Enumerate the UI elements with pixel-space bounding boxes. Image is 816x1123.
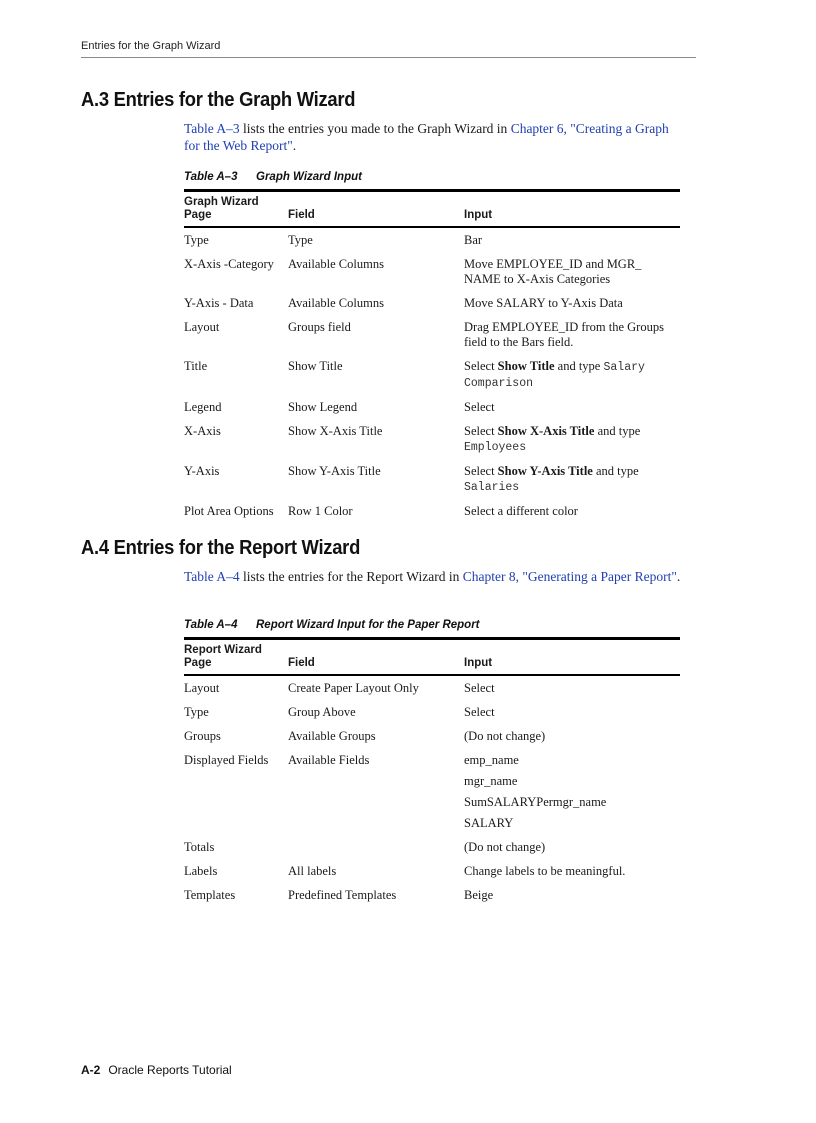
caption-title: Report Wizard Input for the Paper Report (256, 619, 480, 631)
table-caption-a3 (184, 171, 362, 183)
intro-paragraph-a4 (184, 568, 684, 585)
table-row (184, 356, 680, 397)
cell-input (464, 356, 680, 397)
table-row (184, 421, 680, 461)
table-row (184, 702, 680, 726)
input-text: Select (464, 464, 498, 478)
running-header: Entries for the Graph Wizard (81, 40, 696, 58)
input-text: Select (464, 359, 498, 373)
cell-page: Y-Axis (184, 464, 220, 478)
intro-text-a4-2: . (676, 569, 681, 584)
table-a3-link[interactable]: Table A–3 (184, 121, 240, 136)
cell-page: Type (184, 233, 209, 247)
chapter-8-link[interactable]: Chapter 8, "Generating a Paper Report" (462, 569, 677, 584)
intro-text-a4-1: lists the entries for the Report Wizard in (239, 569, 463, 584)
column-header-input: Input (464, 657, 493, 669)
intro-text-a3-1: lists the entries you made to the Graph Wizard in (239, 121, 511, 136)
cell-page: X-Axis (184, 424, 221, 438)
table-header-row (184, 191, 680, 228)
displayed-field-item: SALARY (464, 816, 514, 830)
displayed-field-item: emp_name (464, 753, 519, 767)
cell-input: (Do not change) (464, 840, 546, 854)
cell-input (464, 461, 680, 501)
cell-input: Beige (464, 888, 494, 902)
cell-input: Drag EMPLOYEE_ID from the Groups field to the Bars field. (464, 320, 664, 349)
input-code-value: Salary Comparison (464, 361, 645, 390)
cell-field (288, 837, 464, 861)
intro-text-a3-2: . (292, 138, 297, 153)
input-text: and type (554, 359, 604, 373)
table-row (184, 397, 680, 421)
cell-field: Group Above (288, 705, 356, 719)
cell-input: (Do not change) (464, 729, 546, 743)
cell-field: Groups field (288, 320, 351, 334)
cell-input: Select (464, 400, 495, 414)
cell-field: Create Paper Layout Only (288, 681, 419, 695)
cell-page: Title (184, 359, 208, 373)
cell-page: Type (184, 705, 209, 719)
input-code-value: Salaries (464, 481, 520, 494)
cell-input: Bar (464, 233, 483, 247)
section-heading-a4: A.4 Entries for the Report Wizard (81, 537, 361, 559)
input-bold-option: Show Y-Axis Title (497, 464, 593, 478)
cell-field: Show Y-Axis Title (288, 464, 381, 478)
column-header-input: Input (464, 209, 493, 221)
book-title: Oracle Reports Tutorial (108, 1063, 232, 1077)
cell-field: Show Title (288, 359, 343, 373)
input-code-value: Employees (464, 441, 527, 454)
cell-input (464, 750, 680, 837)
table-row (184, 726, 680, 750)
table-row (184, 293, 680, 317)
cell-page: X-Axis -Category (184, 257, 274, 271)
cell-page: Groups (184, 729, 221, 743)
cell-page: Displayed Fields (184, 753, 269, 767)
cell-page: Plot Area Options (184, 504, 274, 518)
cell-field: Available Columns (288, 257, 384, 271)
column-header-field: Field (288, 209, 315, 221)
input-text: and type (594, 424, 641, 438)
table-row (184, 227, 680, 254)
table-row (184, 254, 680, 293)
column-header-page: Report Wizard Page (184, 644, 262, 669)
cell-input: Select (464, 705, 495, 719)
page-footer (81, 1063, 232, 1077)
table-row (184, 317, 680, 356)
cell-field: Row 1 Color (288, 504, 353, 518)
cell-input: Change labels to be meaningful. (464, 864, 626, 878)
report-wizard-input-table (184, 637, 680, 909)
cell-field: Show X-Axis Title (288, 424, 383, 438)
caption-number: Table A–3 (184, 171, 238, 183)
table-row (184, 750, 680, 837)
cell-input: Select a different color (464, 504, 578, 518)
intro-paragraph-a3 (184, 120, 684, 154)
input-bold-option: Show X-Axis Title (497, 424, 595, 438)
table-header-row (184, 639, 680, 676)
cell-field: Available Fields (288, 753, 370, 767)
cell-field: Show Legend (288, 400, 358, 414)
column-header-page: Graph Wizard Page (184, 196, 259, 221)
table-caption-a4 (184, 619, 480, 631)
cell-field: Available Columns (288, 296, 384, 310)
cell-field: Predefined Templates (288, 888, 397, 902)
section-heading-a3: A.3 Entries for the Graph Wizard (81, 89, 356, 111)
displayed-field-item: mgr_name (464, 774, 518, 788)
table-row (184, 461, 680, 501)
cell-page: Layout (184, 320, 220, 334)
column-header-field: Field (288, 657, 315, 669)
cell-input: Select (464, 681, 495, 695)
cell-page: Layout (184, 681, 220, 695)
table-row (184, 837, 680, 861)
page-number: A-2 (81, 1063, 101, 1077)
cell-page: Labels (184, 864, 218, 878)
cell-page: Y-Axis - Data (184, 296, 254, 310)
cell-input: Move EMPLOYEE_ID and MGR_ NAME to X-Axis Categories (464, 257, 642, 286)
displayed-field-item: SumSALARYPermgr_name (464, 795, 607, 809)
caption-title: Graph Wizard Input (256, 171, 362, 183)
cell-input: Move SALARY to Y-Axis Data (464, 296, 623, 310)
table-row (184, 861, 680, 885)
graph-wizard-input-table (184, 189, 680, 525)
cell-page: Totals (184, 840, 215, 854)
input-text: and type (592, 464, 639, 478)
cell-field: All labels (288, 864, 337, 878)
cell-page: Legend (184, 400, 222, 414)
cell-field: Available Groups (288, 729, 376, 743)
table-row (184, 501, 680, 525)
table-row (184, 885, 680, 909)
cell-input (464, 421, 680, 461)
caption-number: Table A–4 (184, 619, 238, 631)
input-text: Select (464, 424, 498, 438)
input-bold-option: Show Title (497, 359, 555, 373)
table-a4-link[interactable]: Table A–4 (184, 569, 240, 584)
cell-field: Type (288, 233, 313, 247)
table-row (184, 675, 680, 702)
cell-page: Templates (184, 888, 236, 902)
chapter-6-link[interactable]: Chapter 6, "Creating a Graph for the Web Report" (184, 121, 669, 153)
